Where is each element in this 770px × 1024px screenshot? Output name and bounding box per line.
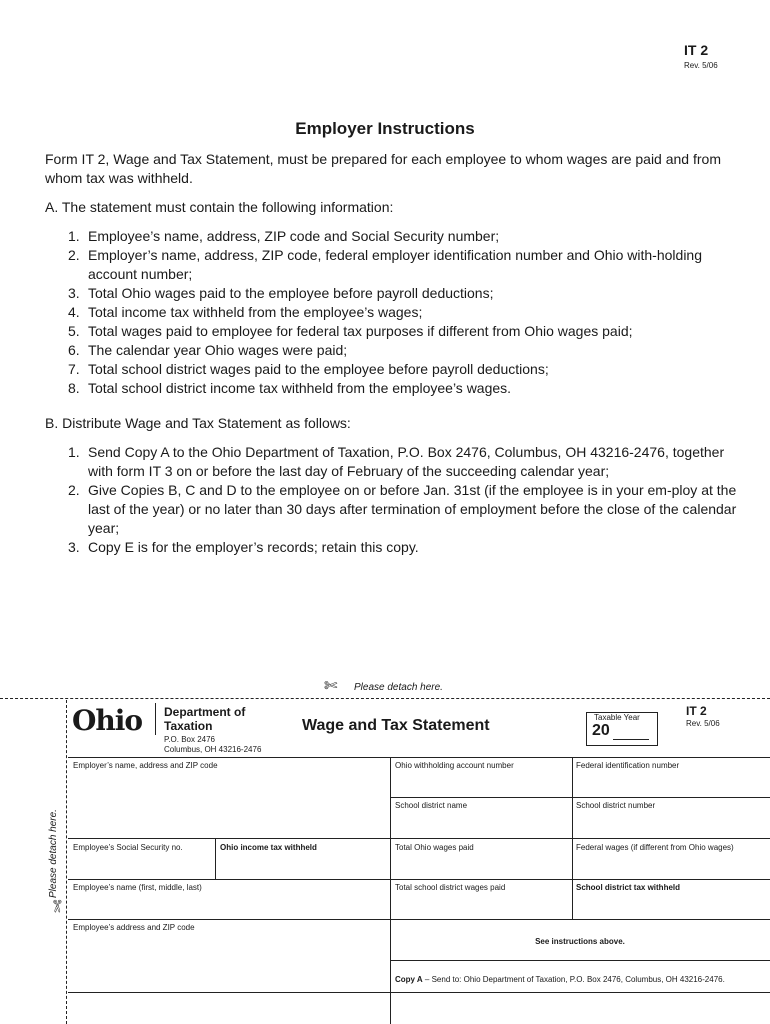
- list-text: Total wages paid to employee for federal tax purposes if different from Ohio wages paid;: [88, 323, 633, 339]
- list-text: Total school district income tax withheld from the employee’s wages.: [88, 380, 512, 396]
- total-school-wages-field[interactable]: Total school district wages paid: [395, 883, 506, 892]
- grid-line: [390, 757, 391, 1024]
- stub-revision: Rev. 5/06: [686, 719, 720, 728]
- statement-title: Wage and Tax Statement: [302, 717, 490, 734]
- form-id: IT 2: [684, 42, 709, 58]
- department-address: [164, 735, 261, 755]
- list-number: 3.: [68, 539, 80, 555]
- list-number: 5.: [68, 323, 80, 339]
- list-number: 8.: [68, 380, 80, 396]
- side-detach-note: Please detach here.: [48, 809, 59, 898]
- scissors-side-icon: ✄: [47, 899, 65, 913]
- detach-line-horizontal: [0, 698, 770, 699]
- section-a-list: [68, 227, 738, 398]
- grid-line: [390, 797, 770, 798]
- employee-name-field[interactable]: Employee’s name (first, middle, last): [73, 883, 202, 892]
- list-item: [68, 284, 738, 303]
- addr-line-2: Columbus, OH 43216-2476: [164, 745, 262, 754]
- copy-a-text: – Send to: Ohio Department of Taxation, P.O. Box 2476, Columbus, OH 43216-2476.: [422, 975, 725, 984]
- logo-divider: [155, 703, 156, 735]
- school-district-number-field[interactable]: School district number: [576, 801, 656, 810]
- list-item: [68, 322, 738, 341]
- grid-line: [572, 757, 573, 919]
- list-item: [68, 360, 738, 379]
- detach-line-vertical: [66, 700, 67, 1024]
- detach-note: Please detach here.: [354, 682, 443, 693]
- list-text: Total school district wages paid to the employee before payroll deductions;: [88, 361, 549, 377]
- list-text: Copy E is for the employer’s records; retain this copy.: [88, 539, 419, 555]
- list-item: [68, 341, 738, 360]
- dept-line-2: Taxation: [164, 719, 213, 733]
- stub-form-id: IT 2: [686, 704, 707, 718]
- grid-line: [68, 992, 770, 993]
- school-tax-withheld-field[interactable]: School district tax withheld: [576, 883, 681, 892]
- list-number: 6.: [68, 342, 80, 358]
- page-title: Employer Instructions: [295, 119, 475, 138]
- list-item: [68, 303, 738, 322]
- list-text: Give Copies B, C and D to the employee on or before Jan. 31st (if the employee is in your em-ploy at the last of the year) or no later than 30 days after termination of employment before the close of the calendar year;: [88, 482, 737, 536]
- list-number: 2.: [68, 482, 80, 498]
- taxable-year-blank[interactable]: [613, 739, 649, 740]
- ohio-logo: Ohio: [72, 704, 143, 737]
- grid-line: [68, 838, 770, 839]
- list-text: Employee’s name, address, ZIP code and Social Security number;: [88, 228, 500, 244]
- employee-address-field[interactable]: Employee’s address and ZIP code: [73, 923, 195, 932]
- see-instructions-note: See instructions above.: [535, 937, 625, 946]
- list-number: 2.: [68, 247, 80, 263]
- list-number: 4.: [68, 304, 80, 320]
- list-number: 3.: [68, 285, 80, 301]
- list-text: Employer’s name, address, ZIP code, federal employer identification number and Ohio with-holding account number;: [88, 247, 702, 282]
- grid-line: [68, 757, 770, 758]
- department-name: [164, 705, 245, 733]
- section-b-label: B. Distribute Wage and Tax Statement as follows:: [45, 415, 351, 431]
- ohio-income-tax-field[interactable]: Ohio income tax withheld: [220, 843, 317, 852]
- list-text: The calendar year Ohio wages were paid;: [88, 342, 348, 358]
- dept-line-1: Department of: [164, 705, 246, 719]
- list-text: Total Ohio wages paid to the employee before payroll deductions;: [88, 285, 494, 301]
- addr-line-1: P.O. Box 2476: [164, 735, 215, 744]
- list-item: [68, 227, 738, 246]
- taxable-year-label: Taxable Year: [594, 713, 640, 722]
- list-number: 1.: [68, 444, 80, 460]
- list-text: Total income tax withheld from the employee’s wages;: [88, 304, 423, 320]
- grid-line: [68, 919, 770, 920]
- list-item: [68, 246, 738, 284]
- list-number: 1.: [68, 228, 80, 244]
- section-a-label: A. The statement must contain the following information:: [45, 199, 394, 215]
- list-item: [68, 443, 738, 481]
- employer-name-field[interactable]: Employer’s name, address and ZIP code: [73, 761, 218, 770]
- revision-date: Rev. 5/06: [684, 61, 718, 70]
- scissors-icon: ✄: [324, 678, 338, 695]
- employee-ssn-field[interactable]: Employee’s Social Security no.: [73, 843, 183, 852]
- list-item: [68, 379, 738, 398]
- taxable-year-prefix: 20: [592, 722, 610, 739]
- list-item: [68, 481, 738, 538]
- list-text: Send Copy A to the Ohio Department of Taxation, P.O. Box 2476, Columbus, OH 43216-2476, together with form IT 3 on or before the last day of February of the succeeding calendar year;: [88, 444, 725, 479]
- ohio-withholding-field[interactable]: Ohio withholding account number: [395, 761, 514, 770]
- total-ohio-wages-field[interactable]: Total Ohio wages paid: [395, 843, 474, 852]
- grid-line: [215, 838, 216, 879]
- school-district-name-field[interactable]: School district name: [395, 801, 468, 810]
- grid-line: [390, 960, 770, 961]
- intro-paragraph: Form IT 2, Wage and Tax Statement, must be prepared for each employee to whom wages are paid and from whom tax was withheld.: [45, 151, 721, 186]
- grid-line: [68, 879, 770, 880]
- list-item: [68, 538, 738, 557]
- list-number: 7.: [68, 361, 80, 377]
- federal-wages-field[interactable]: Federal wages (if different from Ohio wages): [576, 843, 734, 852]
- section-b-list: [68, 443, 738, 557]
- federal-id-field[interactable]: Federal identification number: [576, 761, 680, 770]
- copy-a-label: Copy A: [395, 975, 423, 984]
- copy-a-note: [395, 975, 725, 984]
